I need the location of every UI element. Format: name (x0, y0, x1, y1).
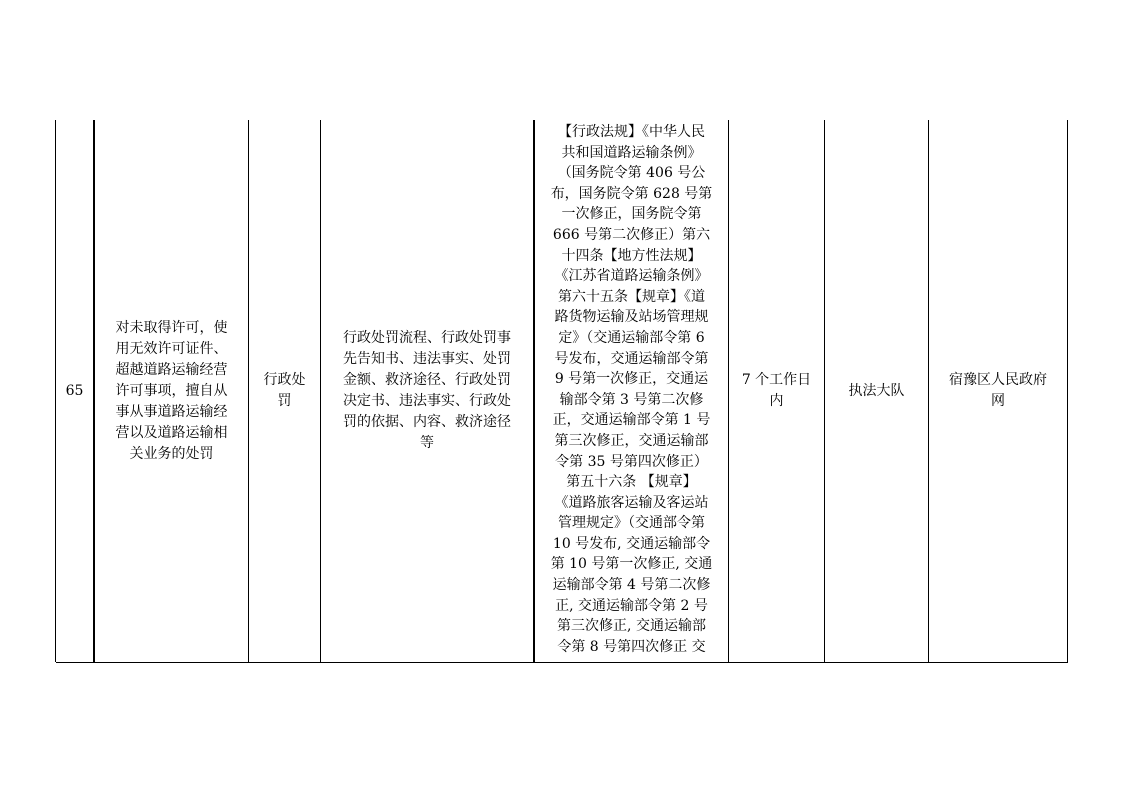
legal-basis-line: 【行政法规】《中华人民 (558, 124, 705, 140)
legal-basis-line: 号发布，交通运输部令第 (554, 350, 709, 367)
time-limit-line: 内 (769, 393, 784, 409)
legal-basis-line: 第 10 号第一次修正, 交通 (550, 556, 713, 573)
legal-basis-line: 共和国道路运输条例》 (561, 144, 702, 161)
disclosure-content-cell (321, 120, 533, 662)
legal-basis-line: 666 号第二次修正）第六 (552, 226, 711, 243)
content-line: 决定书、违法事实、行政处 (343, 393, 511, 409)
time-limit-line: 7 个工作日 (741, 372, 812, 388)
legal-basis-line: 布，国务院令第 628 号第 (550, 185, 713, 202)
legal-basis-line: 《道路旅客运输及客运站 (554, 494, 709, 511)
content-line: 先告知书、违法事实、处罚 (343, 351, 511, 367)
department: 执法大队 (848, 382, 905, 399)
legal-basis-line: 正，交通运输部令第 1 号 (552, 412, 711, 429)
item-name-line: 超越道路运输经营 (115, 361, 228, 378)
category-cell (249, 120, 320, 662)
content-line: 罚的依据、内容、救济途径 (343, 414, 511, 430)
legal-basis-line: 《江苏省道路运输条例》 (554, 268, 709, 285)
legal-basis-line: 令第 35 号第四次修正） (555, 453, 708, 470)
legal-basis-line: 正, 交通运输部令第 2 号 (555, 597, 708, 614)
item-name-line: 对未取得许可，使 (115, 319, 228, 336)
legal-basis-cell (535, 122, 728, 660)
time-limit-cell (729, 120, 824, 662)
item-name-line: 许可事项，擅自从 (115, 382, 228, 399)
table-border-right (1067, 120, 1068, 662)
disclosure-content (343, 328, 511, 454)
item-name (116, 318, 228, 465)
legal-basis-line: 第三次修正，交通运输部 (554, 432, 709, 449)
legal-basis-line: 一次修正，国务院令第 (561, 206, 702, 223)
item-name-line: 事从事道路运输经 (115, 403, 228, 420)
legal-basis-line: 路货物运输及站场管理规 (554, 309, 709, 326)
content-line: 等 (420, 435, 434, 451)
channel-cell (929, 120, 1067, 662)
channel-line: 宿豫区人民政府 (949, 372, 1047, 388)
legal-basis-line: 第六十五条【规章】《道 (558, 288, 705, 305)
content-line: 金额、救济途径、行政处罚 (343, 372, 511, 388)
item-name-line: 关业务的处罚 (129, 445, 214, 462)
legal-basis-line: 第三次修正, 交通运输部 (557, 618, 706, 635)
item-name-line: 用无效许可证件、 (115, 340, 228, 357)
legal-basis-line: 定》（交通运输部令第 6 (558, 329, 705, 346)
row-number: 65 (65, 382, 84, 399)
legal-basis-line: 令第 8 号第四次修正 交 (557, 638, 706, 655)
category-line: 行政处 (263, 372, 306, 388)
legal-basis-line: 运输部令第 4 号第二次修 (552, 577, 711, 594)
legal-basis-line: （国务院令第 406 号公 (557, 165, 706, 182)
publication-channel (949, 370, 1047, 412)
content-line: 行政处罚流程、行政处罚事 (343, 330, 511, 346)
legal-basis-line: 十四条【地方性法规】 (561, 247, 702, 264)
legal-basis-line: 输部令第 3 号第二次修 (559, 391, 704, 408)
channel-line: 网 (991, 393, 1005, 409)
item-name-cell (95, 120, 248, 662)
row-number-cell (56, 120, 93, 662)
category-line: 罚 (277, 393, 292, 409)
legal-basis-line: 10 号发布, 交通运输部令 (552, 535, 711, 552)
time-limit (742, 370, 811, 412)
category (264, 370, 306, 412)
legal-basis-line: 第五十六条 【规章】 (566, 474, 697, 491)
legal-basis-line: 9 号第一次修正，交通运 (554, 371, 709, 388)
legal-basis-line: 管理规定》（交通部令第 (558, 515, 705, 532)
table-bottom-border (56, 662, 1068, 663)
item-name-line: 营以及道路运输相 (115, 424, 228, 441)
department-cell (825, 120, 928, 662)
